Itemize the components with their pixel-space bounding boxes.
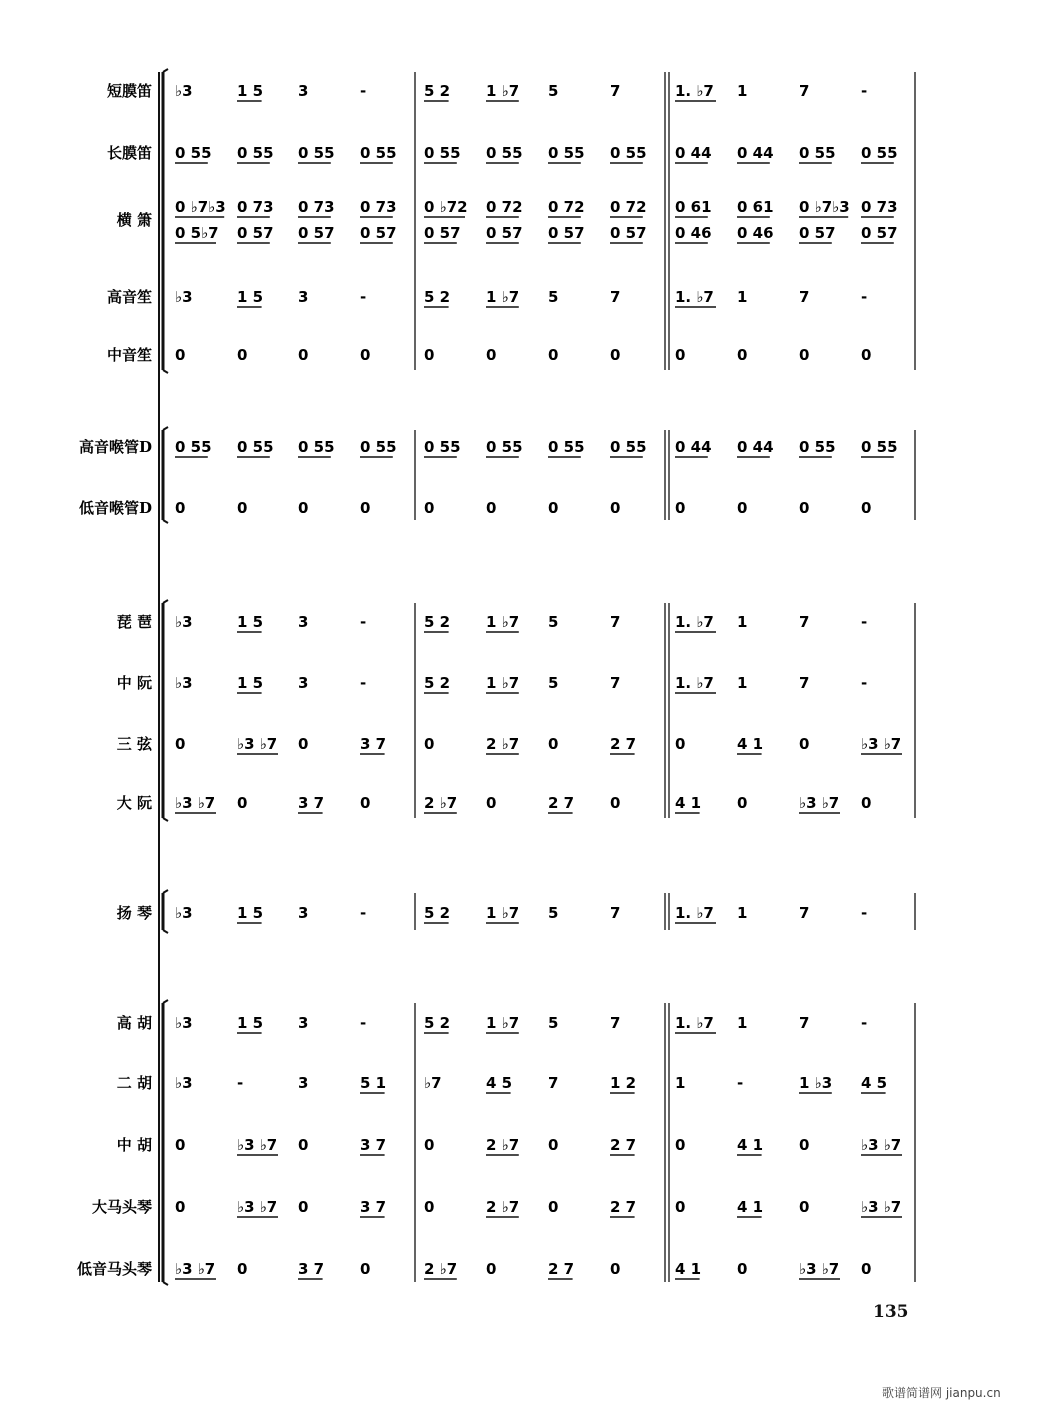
instrument-9-note: 0 bbox=[298, 735, 309, 753]
instrument-1-note: 0 44 bbox=[675, 144, 712, 162]
instrument-11-note: 1 bbox=[737, 904, 748, 922]
instrument-15-note: 0 bbox=[424, 1198, 435, 1216]
instrument-11-note: 1. ♭7 bbox=[675, 904, 714, 922]
instrument-label: 长膜笛 bbox=[106, 144, 152, 162]
instrument-7-note: 1 5 bbox=[237, 613, 264, 631]
instrument-3-note: 5 bbox=[548, 288, 559, 306]
instrument-12-note: 1 bbox=[737, 1014, 748, 1032]
instrument-2-note: 0 57 bbox=[486, 224, 523, 242]
instrument-3-note: ♭3 bbox=[175, 288, 193, 306]
instrument-11-note: 1 ♭7 bbox=[486, 904, 520, 922]
instrument-label: 中 胡 bbox=[116, 1136, 152, 1154]
instrument-5-note: 0 44 bbox=[737, 438, 774, 456]
instrument-13-note: - bbox=[237, 1074, 244, 1092]
instrument-6-note: 0 bbox=[610, 499, 621, 517]
instrument-8-note: 5 2 bbox=[424, 674, 451, 692]
instrument-12-note: 1 5 bbox=[237, 1014, 264, 1032]
instrument-11-note: 3 bbox=[298, 904, 309, 922]
instrument-2-note: 0 61 bbox=[737, 198, 774, 216]
instrument-4-note: 0 bbox=[298, 346, 309, 364]
instrument-12-note: ♭3 bbox=[175, 1014, 193, 1032]
instrument-9-note: 0 bbox=[548, 735, 559, 753]
instrument-1-note: 0 55 bbox=[175, 144, 212, 162]
instrument-2-note: 0 57 bbox=[548, 224, 585, 242]
instrument-7-note: 3 bbox=[298, 613, 309, 631]
instrument-10-note: ♭3 ♭7 bbox=[799, 794, 840, 812]
instrument-14-note: 0 bbox=[675, 1136, 686, 1154]
instrument-6-note: 0 bbox=[861, 499, 872, 517]
instrument-9-note: ♭3 ♭7 bbox=[237, 735, 278, 753]
instrument-14-note: 3 7 bbox=[360, 1136, 387, 1154]
instrument-5-note: 0 55 bbox=[548, 438, 585, 456]
instrument-1-note: 0 55 bbox=[610, 144, 647, 162]
instrument-label: 高 胡 bbox=[116, 1014, 152, 1032]
instrument-13-note: - bbox=[737, 1074, 744, 1092]
instrument-12-note: - bbox=[861, 1014, 868, 1032]
instrument-12-note: 1. ♭7 bbox=[675, 1014, 714, 1032]
instrument-8-note: 1 bbox=[737, 674, 748, 692]
instrument-10-note: 0 bbox=[737, 794, 748, 812]
instrument-14-note: 0 bbox=[548, 1136, 559, 1154]
instrument-7-note: ♭3 bbox=[175, 613, 193, 631]
instrument-8-note: 7 bbox=[799, 674, 810, 692]
instrument-8-note: ♭3 bbox=[175, 674, 193, 692]
instrument-11-note: - bbox=[861, 904, 868, 922]
instrument-13-note: 4 5 bbox=[486, 1074, 513, 1092]
watermark-text: 歌谱简谱网 jianpu.cn bbox=[882, 1386, 1001, 1400]
instrument-label: 低音喉管D bbox=[78, 499, 152, 517]
instrument-7-note: - bbox=[360, 613, 367, 631]
instrument-2-note: 0 61 bbox=[675, 198, 712, 216]
instrument-5-note: 0 55 bbox=[237, 438, 274, 456]
instrument-9-note: 3 7 bbox=[360, 735, 387, 753]
instrument-9-note: 0 bbox=[799, 735, 810, 753]
instrument-10-note: ♭3 ♭7 bbox=[175, 794, 216, 812]
instrument-11-note: 7 bbox=[799, 904, 810, 922]
instrument-label: 中音笙 bbox=[106, 346, 152, 364]
instrument-4-note: 0 bbox=[799, 346, 810, 364]
instrument-2-note: 0 ♭7♭3 bbox=[799, 198, 850, 216]
instrument-3-note: 1 ♭7 bbox=[486, 288, 520, 306]
instrument-8-note: 7 bbox=[610, 674, 621, 692]
instrument-12-note: 3 bbox=[298, 1014, 309, 1032]
instrument-11-note: 7 bbox=[610, 904, 621, 922]
instrument-3-note: 1 5 bbox=[237, 288, 264, 306]
instrument-1-note: 0 55 bbox=[799, 144, 836, 162]
instrument-1-note: 0 55 bbox=[237, 144, 274, 162]
instrument-16-note: 0 bbox=[610, 1260, 621, 1278]
instrument-16-note: 0 bbox=[237, 1260, 248, 1278]
instrument-label: 高音喉管D bbox=[78, 438, 152, 456]
instrument-15-note: 2 ♭7 bbox=[486, 1198, 520, 1216]
instrument-9-note: 2 ♭7 bbox=[486, 735, 520, 753]
instrument-4-note: 0 bbox=[610, 346, 621, 364]
instrument-3-note: 7 bbox=[799, 288, 810, 306]
instrument-2-note: 0 73 bbox=[298, 198, 335, 216]
instrument-5-note: 0 55 bbox=[298, 438, 335, 456]
instrument-7-note: 1. ♭7 bbox=[675, 613, 714, 631]
instrument-2-note: 0 ♭72 bbox=[424, 198, 468, 216]
instrument-label: 短膜笛 bbox=[106, 82, 152, 100]
instrument-16-note: 2 ♭7 bbox=[424, 1260, 458, 1278]
instrument-label: 横 箫 bbox=[116, 211, 152, 229]
instrument-15-note: ♭3 ♭7 bbox=[861, 1198, 902, 1216]
instrument-0-note: 5 2 bbox=[424, 82, 451, 100]
instrument-15-note: 4 1 bbox=[737, 1198, 764, 1216]
instrument-9-note: 2 7 bbox=[610, 735, 637, 753]
instrument-15-note: 0 bbox=[298, 1198, 309, 1216]
instrument-6-note: 0 bbox=[548, 499, 559, 517]
instrument-7-note: 1 ♭7 bbox=[486, 613, 520, 631]
instrument-14-note: 0 bbox=[799, 1136, 810, 1154]
instrument-16-note: 3 7 bbox=[298, 1260, 325, 1278]
instrument-2-note: 0 5♭7 bbox=[175, 224, 219, 242]
instrument-5-note: 0 55 bbox=[486, 438, 523, 456]
instrument-14-note: 2 ♭7 bbox=[486, 1136, 520, 1154]
instrument-2-note: 0 72 bbox=[486, 198, 523, 216]
instrument-9-note: 4 1 bbox=[737, 735, 764, 753]
instrument-4-note: 0 bbox=[737, 346, 748, 364]
instrument-12-note: 5 bbox=[548, 1014, 559, 1032]
instrument-13-note: 1 ♭3 bbox=[799, 1074, 833, 1092]
instrument-0-note: 1 ♭7 bbox=[486, 82, 520, 100]
instrument-2-note: 0 57 bbox=[298, 224, 335, 242]
instrument-2-note: 0 57 bbox=[799, 224, 836, 242]
instrument-4-note: 0 bbox=[861, 346, 872, 364]
instrument-3-note: 1. ♭7 bbox=[675, 288, 714, 306]
instrument-0-note: 7 bbox=[799, 82, 810, 100]
instrument-13-note: 1 bbox=[675, 1074, 686, 1092]
instrument-5-note: 0 55 bbox=[424, 438, 461, 456]
instrument-6-note: 0 bbox=[298, 499, 309, 517]
instrument-14-note: 0 bbox=[298, 1136, 309, 1154]
instrument-15-note: 2 7 bbox=[610, 1198, 637, 1216]
instrument-13-note: ♭3 bbox=[175, 1074, 193, 1092]
instrument-13-note: 7 bbox=[548, 1074, 559, 1092]
instrument-2-note: 0 72 bbox=[610, 198, 647, 216]
instrument-label: 扬 琴 bbox=[116, 904, 152, 922]
instrument-15-note: ♭3 ♭7 bbox=[237, 1198, 278, 1216]
instrument-16-note: 0 bbox=[360, 1260, 371, 1278]
instrument-8-note: - bbox=[360, 674, 367, 692]
instrument-16-note: ♭3 ♭7 bbox=[799, 1260, 840, 1278]
instrument-label: 琵 琶 bbox=[116, 613, 152, 631]
instrument-label: 大马头琴 bbox=[91, 1198, 152, 1216]
instrument-14-note: 4 1 bbox=[737, 1136, 764, 1154]
instrument-13-note: 1 2 bbox=[610, 1074, 637, 1092]
instrument-0-note: 3 bbox=[298, 82, 309, 100]
instrument-16-note: 2 7 bbox=[548, 1260, 575, 1278]
instrument-1-note: 0 44 bbox=[737, 144, 774, 162]
instrument-11-note: ♭3 bbox=[175, 904, 193, 922]
instrument-7-note: 7 bbox=[799, 613, 810, 631]
instrument-4-note: 0 bbox=[424, 346, 435, 364]
instrument-13-note: 3 bbox=[298, 1074, 309, 1092]
instrument-14-note: ♭3 ♭7 bbox=[237, 1136, 278, 1154]
instrument-6-note: 0 bbox=[237, 499, 248, 517]
instrument-5-note: 0 44 bbox=[675, 438, 712, 456]
instrument-2-note: 0 57 bbox=[237, 224, 274, 242]
instrument-14-note: 2 7 bbox=[610, 1136, 637, 1154]
instrument-3-note: 1 bbox=[737, 288, 748, 306]
instrument-10-note: 0 bbox=[486, 794, 497, 812]
instrument-11-note: 1 5 bbox=[237, 904, 264, 922]
instrument-16-note: 0 bbox=[861, 1260, 872, 1278]
instrument-15-note: 3 7 bbox=[360, 1198, 387, 1216]
instrument-12-note: 7 bbox=[610, 1014, 621, 1032]
instrument-6-note: 0 bbox=[737, 499, 748, 517]
instrument-10-note: 2 ♭7 bbox=[424, 794, 458, 812]
instrument-10-note: 2 7 bbox=[548, 794, 575, 812]
instrument-0-note: 5 bbox=[548, 82, 559, 100]
instrument-12-note: 5 2 bbox=[424, 1014, 451, 1032]
instrument-12-note: 7 bbox=[799, 1014, 810, 1032]
instrument-1-note: 0 55 bbox=[298, 144, 335, 162]
instrument-6-note: 0 bbox=[675, 499, 686, 517]
instrument-15-note: 0 bbox=[675, 1198, 686, 1216]
instrument-0-note: 1 5 bbox=[237, 82, 264, 100]
instrument-4-note: 0 bbox=[486, 346, 497, 364]
instrument-13-note: ♭7 bbox=[424, 1074, 442, 1092]
instrument-2-note: 0 72 bbox=[548, 198, 585, 216]
bracket-group bbox=[163, 69, 915, 373]
instrument-8-note: - bbox=[861, 674, 868, 692]
instrument-4-note: 0 bbox=[237, 346, 248, 364]
instrument-4-note: 0 bbox=[175, 346, 186, 364]
instrument-16-note: 0 bbox=[486, 1260, 497, 1278]
instrument-2-note: 0 57 bbox=[610, 224, 647, 242]
instrument-3-note: - bbox=[861, 288, 868, 306]
instrument-5-note: 0 55 bbox=[610, 438, 647, 456]
instrument-1-note: 0 55 bbox=[861, 144, 898, 162]
instrument-0-note: ♭3 bbox=[175, 82, 193, 100]
instrument-7-note: 5 2 bbox=[424, 613, 451, 631]
instrument-6-note: 0 bbox=[360, 499, 371, 517]
instrument-label: 大 阮 bbox=[116, 794, 152, 812]
instrument-11-note: 5 bbox=[548, 904, 559, 922]
instrument-7-note: 5 bbox=[548, 613, 559, 631]
instrument-13-note: 4 5 bbox=[861, 1074, 888, 1092]
instrument-2-note: 0 57 bbox=[424, 224, 461, 242]
instrument-7-note: 7 bbox=[610, 613, 621, 631]
instrument-10-note: 4 1 bbox=[675, 794, 702, 812]
instrument-1-note: 0 55 bbox=[360, 144, 397, 162]
instrument-0-note: 7 bbox=[610, 82, 621, 100]
instrument-8-note: 3 bbox=[298, 674, 309, 692]
instrument-0-note: 1 bbox=[737, 82, 748, 100]
instrument-8-note: 1 5 bbox=[237, 674, 264, 692]
instrument-0-note: 1. ♭7 bbox=[675, 82, 714, 100]
instrument-8-note: 1. ♭7 bbox=[675, 674, 714, 692]
instrument-5-note: 0 55 bbox=[799, 438, 836, 456]
instrument-4-note: 0 bbox=[548, 346, 559, 364]
instrument-3-note: 5 2 bbox=[424, 288, 451, 306]
instrument-2-note: 0 73 bbox=[360, 198, 397, 216]
instrument-6-note: 0 bbox=[486, 499, 497, 517]
instrument-16-note: ♭3 ♭7 bbox=[175, 1260, 216, 1278]
instrument-2-note: 0 ♭7♭3 bbox=[175, 198, 226, 216]
instrument-7-note: 1 bbox=[737, 613, 748, 631]
instrument-5-note: 0 55 bbox=[175, 438, 212, 456]
instrument-15-note: 0 bbox=[799, 1198, 810, 1216]
instrument-10-note: 3 7 bbox=[298, 794, 325, 812]
instrument-2-note: 0 46 bbox=[737, 224, 774, 242]
instrument-0-note: - bbox=[360, 82, 367, 100]
instrument-6-note: 0 bbox=[799, 499, 810, 517]
instrument-9-note: ♭3 ♭7 bbox=[861, 735, 902, 753]
instrument-6-note: 0 bbox=[175, 499, 186, 517]
instrument-label: 低音马头琴 bbox=[76, 1260, 152, 1278]
instrument-4-note: 0 bbox=[360, 346, 371, 364]
instrument-4-note: 0 bbox=[675, 346, 686, 364]
instrument-7-note: - bbox=[861, 613, 868, 631]
instrument-10-note: 0 bbox=[360, 794, 371, 812]
instrument-2-note: 0 57 bbox=[861, 224, 898, 242]
instrument-label: 三 弦 bbox=[116, 735, 152, 753]
instrument-3-note: 7 bbox=[610, 288, 621, 306]
instrument-2-note: 0 73 bbox=[237, 198, 274, 216]
instrument-15-note: 0 bbox=[548, 1198, 559, 1216]
instrument-5-note: 0 55 bbox=[360, 438, 397, 456]
instrument-11-note: 5 2 bbox=[424, 904, 451, 922]
instrument-8-note: 1 ♭7 bbox=[486, 674, 520, 692]
instrument-3-note: - bbox=[360, 288, 367, 306]
page-number: 135 bbox=[873, 1302, 909, 1322]
instrument-label: 中 阮 bbox=[116, 674, 152, 692]
instrument-14-note: 0 bbox=[424, 1136, 435, 1154]
instrument-0-note: - bbox=[861, 82, 868, 100]
instrument-1-note: 0 55 bbox=[548, 144, 585, 162]
instrument-8-note: 5 bbox=[548, 674, 559, 692]
instrument-1-note: 0 55 bbox=[486, 144, 523, 162]
instrument-10-note: 0 bbox=[237, 794, 248, 812]
instrument-14-note: ♭3 ♭7 bbox=[861, 1136, 902, 1154]
instrument-5-note: 0 55 bbox=[861, 438, 898, 456]
instrument-9-note: 0 bbox=[675, 735, 686, 753]
instrument-10-note: 0 bbox=[861, 794, 872, 812]
instrument-12-note: 1 ♭7 bbox=[486, 1014, 520, 1032]
instrument-2-note: 0 57 bbox=[360, 224, 397, 242]
instrument-label: 二 胡 bbox=[116, 1074, 152, 1092]
instrument-12-note: - bbox=[360, 1014, 367, 1032]
instrument-16-note: 0 bbox=[737, 1260, 748, 1278]
instrument-6-note: 0 bbox=[424, 499, 435, 517]
instrument-2-note: 0 73 bbox=[861, 198, 898, 216]
bracket-group bbox=[163, 600, 915, 821]
instrument-15-note: 0 bbox=[175, 1198, 186, 1216]
instrument-9-note: 0 bbox=[424, 735, 435, 753]
instrument-3-note: 3 bbox=[298, 288, 309, 306]
instrument-1-note: 0 55 bbox=[424, 144, 461, 162]
instrument-9-note: 0 bbox=[175, 735, 186, 753]
instrument-2-note: 0 46 bbox=[675, 224, 712, 242]
instrument-14-note: 0 bbox=[175, 1136, 186, 1154]
instrument-13-note: 5 1 bbox=[360, 1074, 387, 1092]
instrument-10-note: 0 bbox=[610, 794, 621, 812]
instrument-16-note: 4 1 bbox=[675, 1260, 702, 1278]
instrument-label: 高音笙 bbox=[106, 288, 152, 306]
instrument-11-note: - bbox=[360, 904, 367, 922]
